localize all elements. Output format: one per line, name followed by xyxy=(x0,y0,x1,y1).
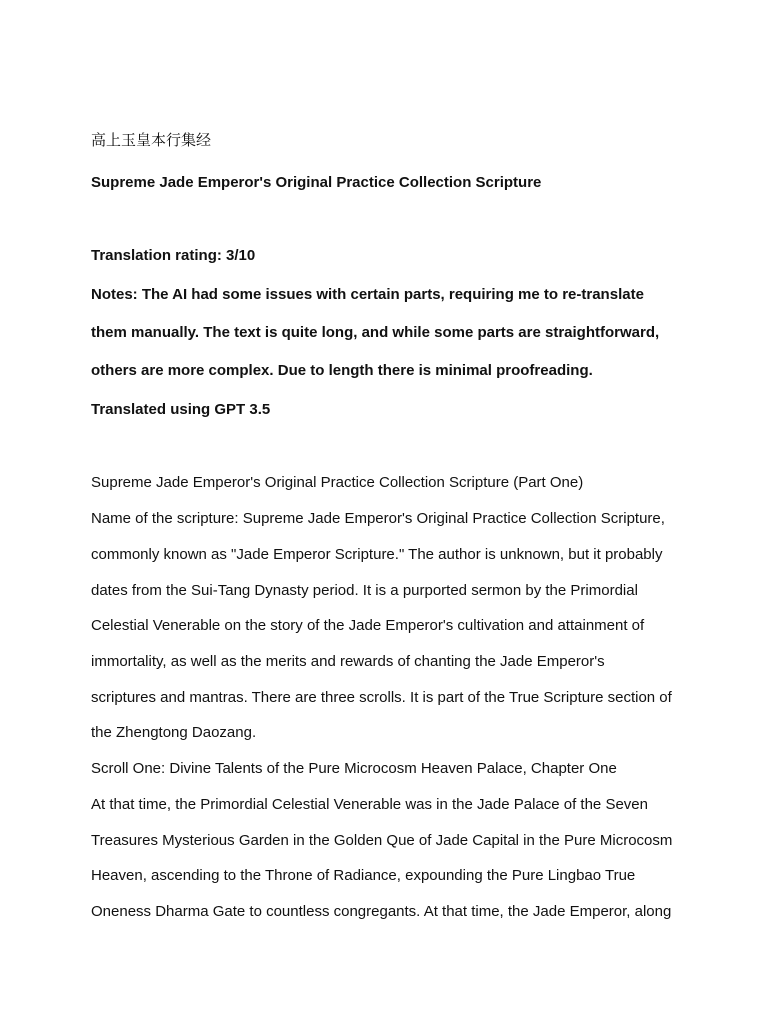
title-chinese: 高上玉皇本行集经 xyxy=(91,131,212,149)
translated-using: Translated using GPT 3.5 xyxy=(91,401,271,418)
body-line: Treasures Mysterious Garden in the Golden Que of Jade Capital in the Pure Microcosm xyxy=(91,832,673,849)
translation-rating: Translation rating: 3/10 xyxy=(91,247,256,264)
body-line: At that time, the Primordial Celestial Venerable was in the Jade Palace of the Seven xyxy=(91,796,648,813)
body-line: commonly known as "Jade Emperor Scripture." The author is unknown, but it probably xyxy=(91,546,663,563)
body-line: Name of the scripture: Supreme Jade Emperor's Original Practice Collection Scripture, xyxy=(91,510,665,527)
body-line: Oneness Dharma Gate to countless congregants. At that time, the Jade Emperor, along xyxy=(91,903,672,920)
body-line: immortality, as well as the merits and rewards of chanting the Jade Emperor's xyxy=(91,653,605,670)
body-line: Scroll One: Divine Talents of the Pure Microcosm Heaven Palace, Chapter One xyxy=(91,760,617,777)
body-line: Supreme Jade Emperor's Original Practice Collection Scripture (Part One) xyxy=(91,474,584,491)
body-line: dates from the Sui-Tang Dynasty period. It is a purported sermon by the Primordial xyxy=(91,582,638,599)
body-line: scriptures and mantras. There are three scrolls. It is part of the True Scripture section of xyxy=(91,689,672,706)
body-line: the Zhengtong Daozang. xyxy=(91,724,257,741)
notes-line-2: them manually. The text is quite long, and while some parts are straightforward, xyxy=(91,324,660,341)
notes-line-3: others are more complex. Due to length there is minimal proofreading. xyxy=(91,362,593,379)
title-english: Supreme Jade Emperor's Original Practice Collection Scripture xyxy=(91,174,542,191)
body-line: Heaven, ascending to the Throne of Radiance, expounding the Pure Lingbao True xyxy=(91,867,636,884)
notes-line-1: Notes: The AI had some issues with certain parts, requiring me to re-translate xyxy=(91,286,644,303)
body-line: Celestial Venerable on the story of the Jade Emperor's cultivation and attainment of xyxy=(91,617,645,634)
